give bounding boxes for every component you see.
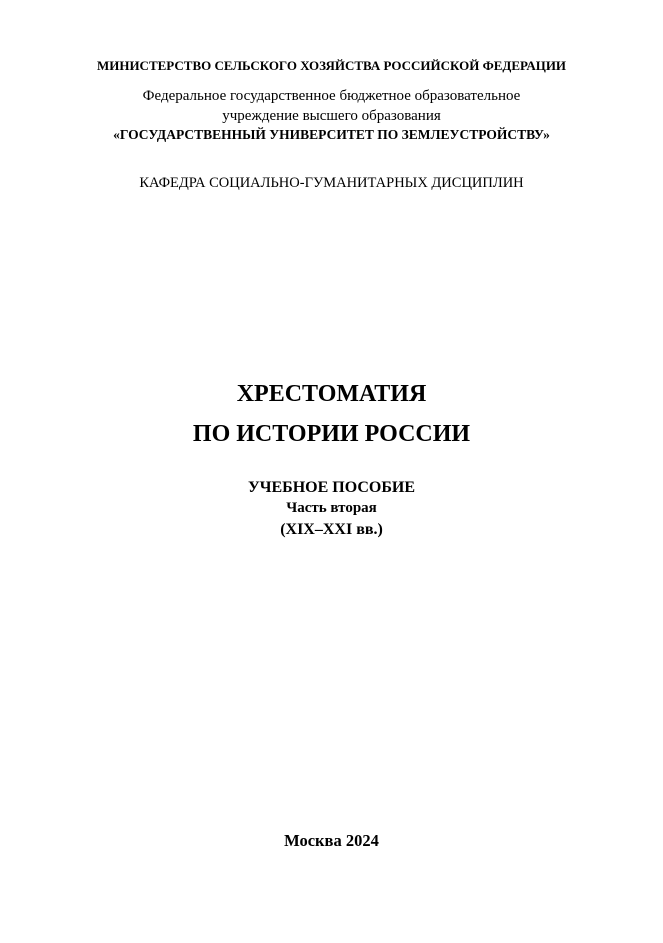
period-range: (XIX–XXI вв.) [280, 521, 383, 538]
institution-type-line-1: Федеральное государственное бюджетное образовательное [142, 88, 521, 104]
university-name: «ГОСУДАРСТВЕННЫЙ УНИВЕРСИТЕТ ПО ЗЕМЛЕУСТРОЙСТВУ» [113, 127, 550, 142]
institution-type-line-2: учреждение высшего образования [222, 108, 441, 124]
ministry-name: МИНИСТЕРСТВО СЕЛЬСКОГО ХОЗЯЙСТВА РОССИЙСКОЙ ФЕДЕРАЦИИ [96, 58, 567, 73]
department-name: КАФЕДРА СОЦИАЛЬНО-ГУМАНИТАРНЫХ ДИСЦИПЛИН [139, 175, 524, 191]
part-number: Часть вторая [286, 500, 377, 516]
book-title-line-1: ХРЕСТОМАТИЯ [236, 381, 427, 407]
city-and-year: Москва 2024 [284, 831, 379, 850]
book-title-line-2: ПО ИСТОРИИ РОССИИ [192, 421, 471, 447]
publication-type: УЧЕБНОЕ ПОСОБИЕ [247, 479, 416, 496]
